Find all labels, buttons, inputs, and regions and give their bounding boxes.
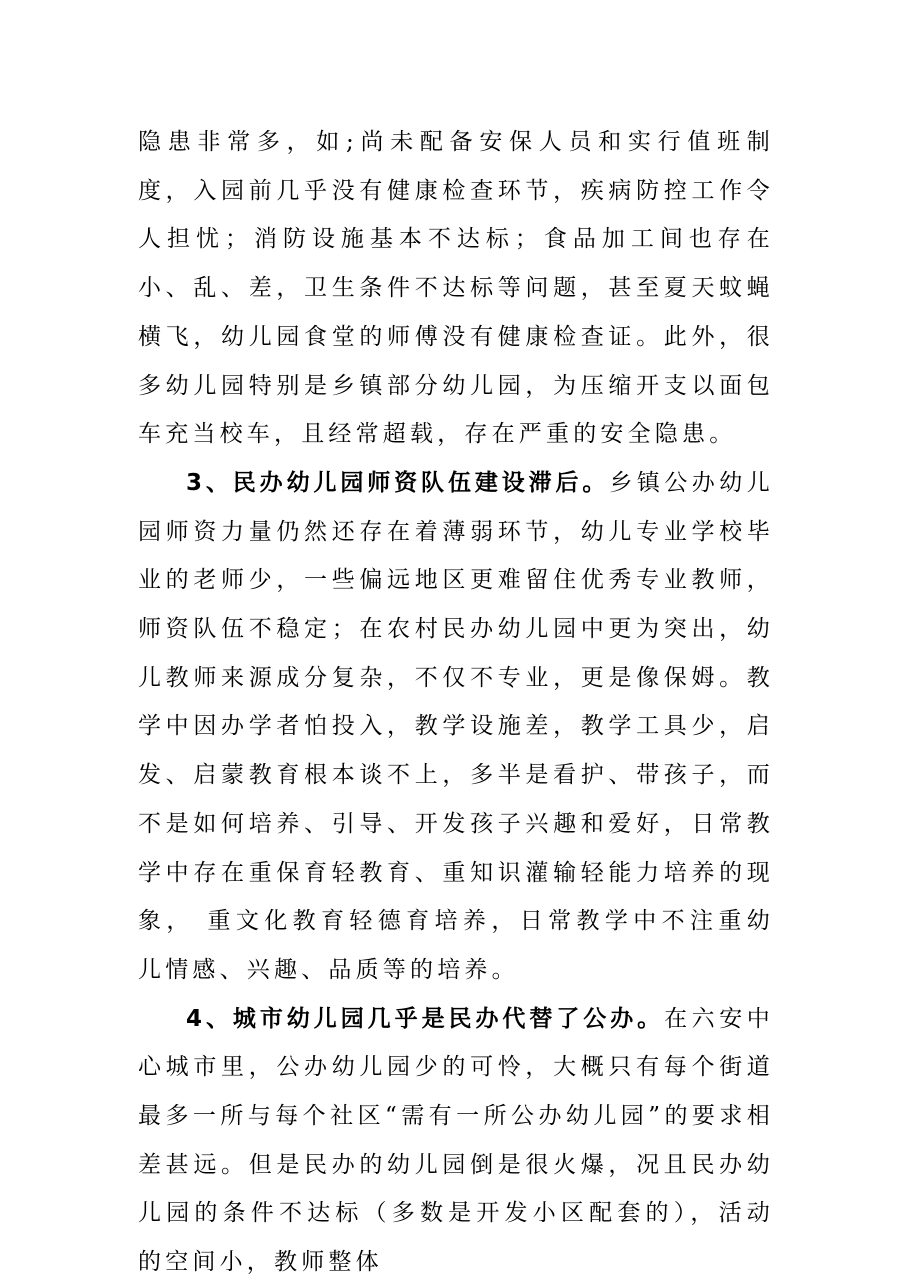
paragraph-heading: 4、城市幼儿园几乎是民办代替了公办。: [186, 1005, 665, 1032]
paragraph-urban-kindergartens: [138, 995, 774, 1287]
paragraph-safety-hazards: [138, 118, 774, 459]
paragraph-heading: 3、民办幼儿园师资队伍建设滞后。: [186, 469, 610, 496]
paragraph-body-text: 隐患非常多，如;尚未配备安保人员和实行值班制度，入园前几乎没有健康检查环节，疾病防控工作令人担忧；消防设施基本不达标；食品加工间也存在小、乱、差，卫生条件不达标等问题，甚至夏天蚊蝇横飞，幼儿园食堂的师傅没有健康检查证。此外，很多幼儿园特别是乡镇部分幼儿园，为压缩开支以面包车充当校车，且经常超载，存在严重的安全隐患。: [138, 129, 774, 448]
document-page: [138, 118, 774, 1287]
paragraph-body-text: 在六安中心城市里，公办幼儿园少的可怜，大概只有每个街道最多一所与每个社区“需有一所公办幼儿园”的要求相差甚远。但是民办的幼儿园倒是很火爆，况且民办幼儿园的条件不达标（多数是开发小区配套的），活动的空间小，教师整体: [138, 1005, 774, 1276]
paragraph-body-text: 乡镇公办幼儿园师资力量仍然还存在着薄弱环节，幼儿专业学校毕业的老师少，一些偏远地区更难留住优秀专业教师，师资队伍不稳定；在农村民办幼儿园中更为突出，幼儿教师来源成分复杂，不仅不专业，更是像保姆。教学中因办学者怕投入，教学设施差，教学工具少，启发、启蒙教育根本谈不上，多半是看护、带孩子，而不是如何培养、引导、开发孩子兴趣和爱好，日常教学中存在重保育轻教育、重知识灌输轻能力培养的现象， 重文化教育轻德育培养，日常教学中不注重幼儿情感、兴趣、品质等的培养。: [138, 469, 775, 983]
paragraph-teacher-staffing: [138, 459, 774, 995]
